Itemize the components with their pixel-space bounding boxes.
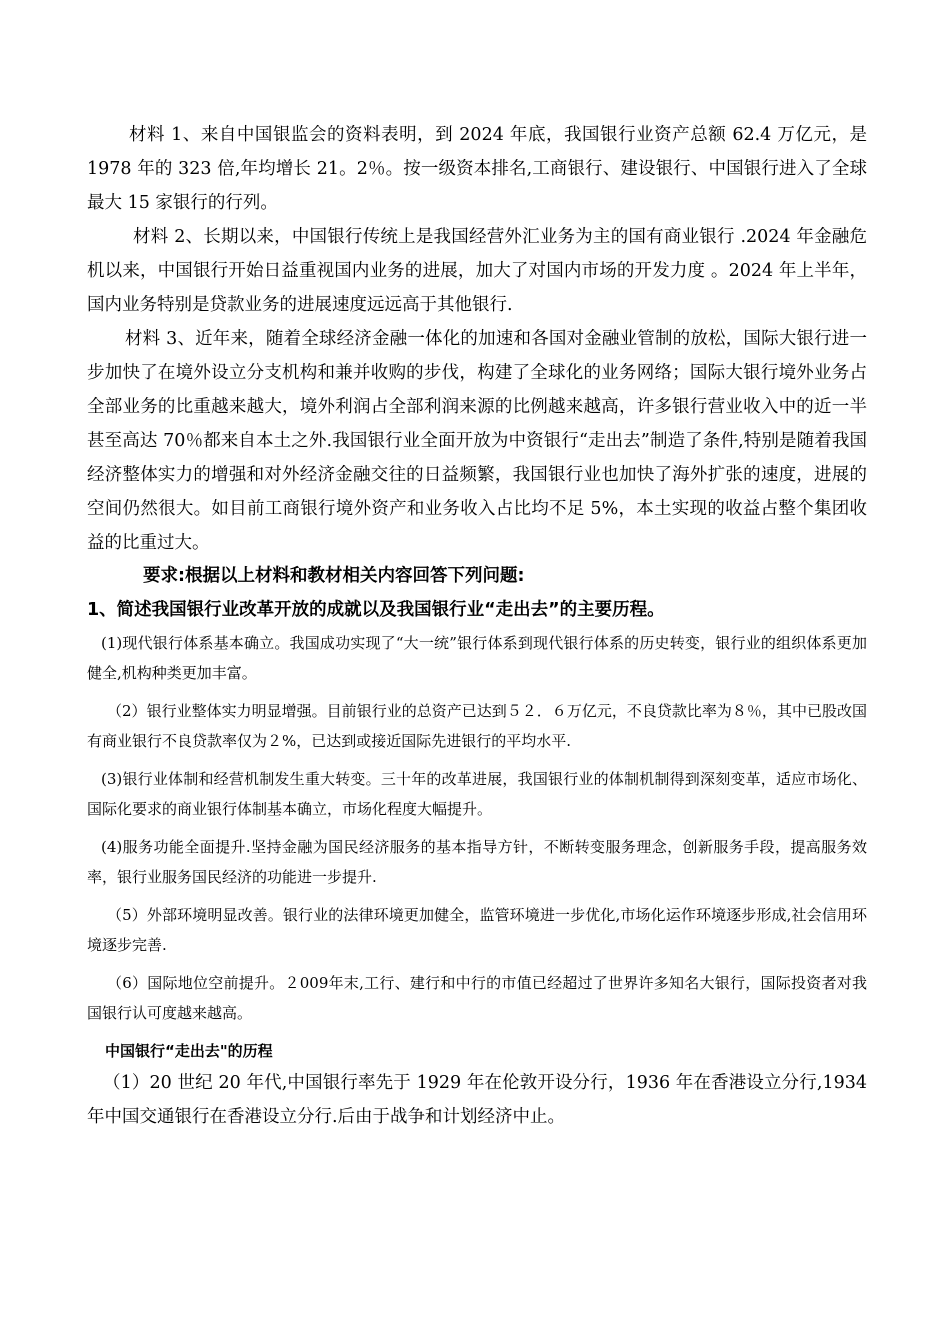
- history-subheading: 中国银行“走出去"的历程: [105, 1042, 273, 1060]
- document-body: [87, 118, 867, 1134]
- question-1-heading: 1、简述我国银行业改革开放的成就以及我国银行业“走出去”的主要历程。: [87, 600, 665, 620]
- requirement-heading: 要求:根据以上材料和教材相关内容回答下列问题:: [143, 566, 525, 586]
- answer-item-6: （6）国际地位空前提升。２009年末,工行、建行和中行的市值已经超过了世界许多知名大银行，国际投资者对我国银行认可度越来越高。: [87, 974, 867, 1022]
- answer-item-2: （2）银行业整体实力明显增强。目前银行业的总资产已达到５２．６万亿元，不良贷款比率为８％，其中已股改国有商业银行不良贷款率仅为２%，已达到或接近国际先进银行的平均水平.: [87, 702, 867, 750]
- material-3-paragraph: 材料 3、近年来，随着全球经济金融一体化的加速和各国对金融业管制的放松，国际大银行进一步加快了在境外设立分支机构和兼并收购的步伐，构建了全球化的业务网络；国际大银行境外业务占全部业务的比重越来越大，境外利润占全部利润来源的比例越来越高，许多银行营业收入中的近一半甚至高达 70％都来自本土之外.我国银行业全面开放为中资银行“走出去”制造了条件,特别是随着我国经济整体实力的增强和对外经济金融交往的日益频繁，我国银行业也加快了海外扩张的速度，进展的空间仍然很大。如目前工商银行境外资产和业务收入占比均不足 5%，本土实现的收益占整个集团收益的比重过大。: [87, 329, 867, 553]
- material-2-paragraph: 材料 2、长期以来，中国银行传统上是我国经营外汇业务为主的国有商业银行 .2024 年金融危机以来，中国银行开始日益重视国内业务的进展，加大了对国内市场的开发力度 。2024 年上半年，国内业务特别是贷款业务的进展速度远远高于其他银行.: [87, 227, 867, 315]
- answer-item-5: （5）外部环境明显改善。银行业的法律环境更加健全，监管环境进一步优化,市场化运作环境逐步形成,社会信用环境逐步完善.: [87, 906, 867, 954]
- history-item-1: （1）20 世纪 20 年代,中国银行率先于 1929 年在伦敦开设分行，1936 年在香港设立分行,1934 年中国交通银行在香港设立分行.后由于战争和计划经济中止。: [87, 1073, 867, 1127]
- material-1-paragraph: 材料 1、来自中国银监会的资料表明，到 2024 年底，我国银行业资产总额 62.4 万亿元，是 1978 年的 323 倍,年均增长 21。2％。按一级资本排名,工商银行、建设银行、中国银行进入了全球最大 15 家银行的行列。: [87, 125, 867, 213]
- answer-item-4: (4)服务功能全面提升.坚持金融为国民经济服务的基本指导方针，不断转变服务理念，创新服务手段，提高服务效率，银行业服务国民经济的功能进一步提升.: [87, 838, 867, 886]
- answer-item-1: (1)现代银行体系基本确立。我国成功实现了“大一统”银行体系到现代银行体系的历史转变，银行业的组织体系更加健全,机构种类更加丰富。: [87, 634, 867, 682]
- answer-item-3: (3)银行业体制和经营机制发生重大转变。三十年的改革进展，我国银行业的体制机制得到深刻变革，适应市场化、国际化要求的商业银行体制基本确立，市场化程度大幅提升。: [87, 770, 867, 818]
